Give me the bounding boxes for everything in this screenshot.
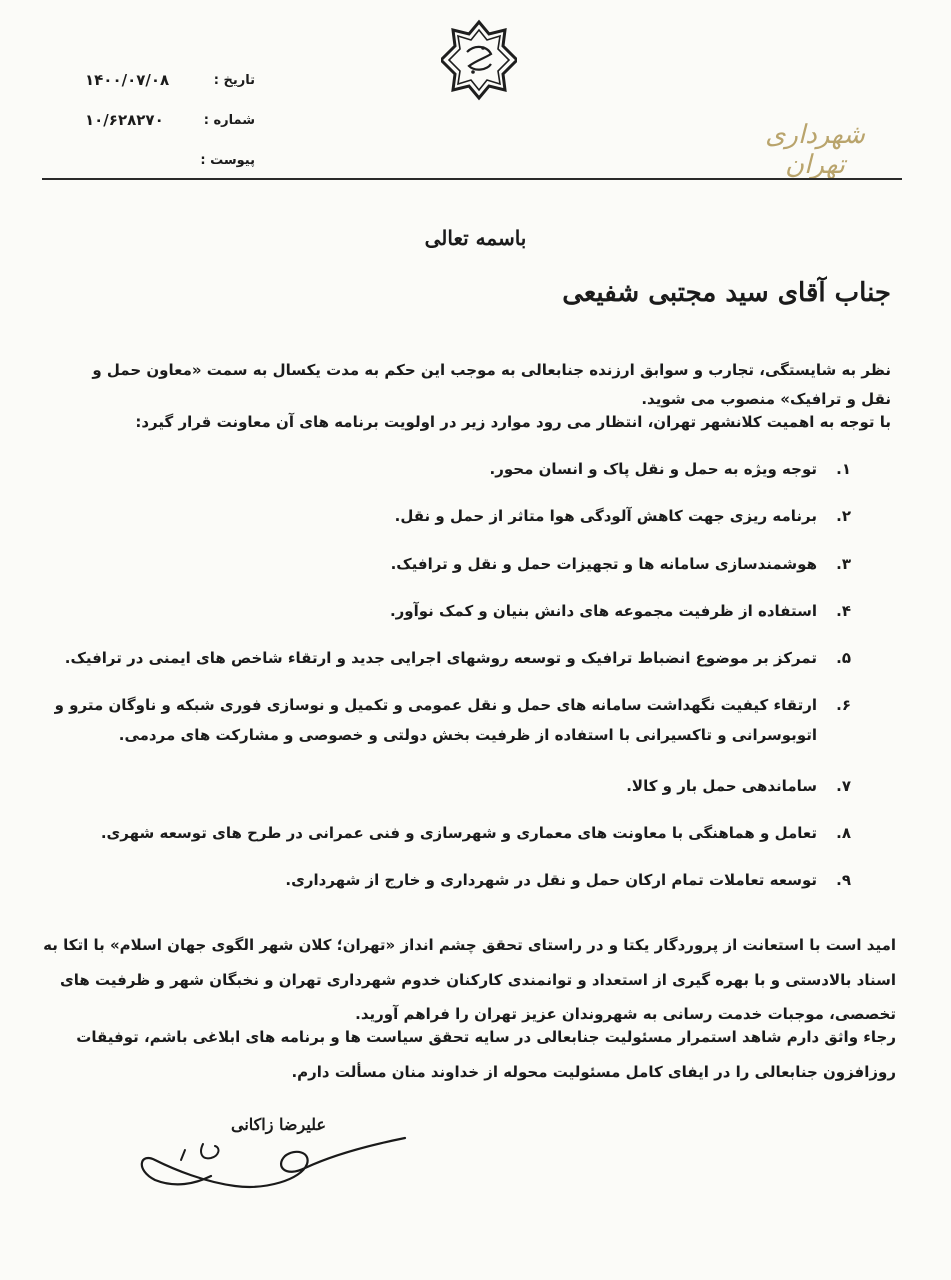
list-item — [31, 819, 851, 848]
item-number: ۳. — [836, 554, 851, 573]
number-row — [85, 100, 255, 140]
item-text: هوشمندسازی سامانه ها و تجهیزات حمل و نقل و ترافیک. — [390, 554, 817, 573]
list-item — [31, 455, 851, 484]
item-text: توسعه تعاملات تمام ارکان حمل و نقل در شهرداری و خارج از شهرداری. — [285, 871, 817, 890]
item-text: برنامه ریزی جهت کاهش آلودگی هوا متاثر از حمل و نقل. — [394, 507, 817, 526]
item-text: ساماندهی حمل بار و کالا. — [626, 776, 817, 795]
item-number: ۴. — [836, 601, 851, 620]
attachment-label: پیوست : — [200, 152, 255, 168]
header-divider — [42, 178, 902, 180]
item-text: ارتقاء کیفیت نگهداشت سامانه های حمل و نقل عمومی و تکمیل و نوسازی فوری شبکه و ناوگان مترو و اتوبوسرانی و تاکسیرانی با استفاده از ظرفیت بخش دولتی و خصوصی و مشارکت های مردمی. — [54, 696, 817, 744]
closing-paragraph-1: امید است با استعانت از پروردگار یکتا و در راستای تحقق چشم انداز «تهران؛ کلان شهر الگوی جهان اسلام» با اتکا به اسناد بالادستی و با بهره گیری از استعداد و توانمندی کارکنان خدوم شهرداری تهران و نخبگان شهر و ظرفیت های تخصصی، موجبات خدمت رسانی به شهروندان عزیز تهران را فراهم آورید. — [43, 936, 896, 1023]
list-item — [31, 597, 851, 626]
item-number: ۷. — [836, 776, 851, 795]
item-number: ۶. — [836, 696, 851, 715]
item-text: توجه ویژه به حمل و نقل پاک و انسان محور. — [489, 460, 817, 478]
invocation: باسمه تعالی — [424, 226, 527, 250]
item-number: ۸. — [836, 824, 851, 842]
item-number: ۹. — [836, 871, 851, 890]
item-text: استفاده از ظرفیت مجموعه های دانش بنیان و کمک نوآور. — [389, 601, 817, 620]
appointment-paragraph: نظر به شایستگی، تجارب و سوابق ارزنده جنابعالی به موجب این حکم به مدت یکسال به سمت «معاون حمل و نقل و ترافیک» منصوب می شوید. — [92, 361, 891, 408]
item-number: ۱. — [836, 460, 851, 478]
list-item — [31, 772, 851, 801]
number-label: شماره : — [203, 112, 255, 128]
letter-metadata — [85, 60, 255, 180]
addressee: جناب آقای سید مجتبی شفیعی — [562, 278, 891, 308]
list-item — [31, 691, 851, 750]
item-number: ۲. — [836, 507, 851, 526]
list-item — [31, 502, 851, 531]
attachment-row — [85, 140, 255, 180]
priorities-intro: با توجه به اهمیت کلانشهر تهران، انتظار می رود موارد زیر در اولویت برنامه های آن معاونت قرار گیرد: — [135, 413, 891, 431]
priorities-list — [31, 455, 851, 914]
handwritten-signature — [115, 1130, 415, 1200]
signer-name: علیرضا زاکانی — [231, 1115, 326, 1134]
item-text: تمرکز بر موضوع انضباط ترافیک و توسعه روشهای اجرایی جدید و ارتقاء شاخص های ایمنی در ترافیک. — [64, 649, 817, 667]
number-value: ۱۰/۶۲۸۲۷۰ — [85, 111, 164, 129]
list-item — [31, 550, 851, 579]
list-item — [31, 866, 851, 895]
date-row — [85, 60, 255, 100]
date-value: ۱۴۰۰/۰۷/۰۸ — [85, 71, 170, 89]
date-label: تاریخ : — [213, 72, 255, 88]
closing-paragraph-2: رجاء واثق دارم شاهد استمرار مسئولیت جنابعالی در سایه تحقق سیاست ها و برنامه های ابلاغی باشم، توفیقات روزافزون جنابعالی را در ایفای کامل مسئولیت محوله از خداوند منان مسألت دارم. — [76, 1028, 896, 1081]
item-number: ۵. — [836, 649, 851, 667]
municipality-name: شهرداری تهران — [765, 120, 865, 180]
list-item — [31, 644, 851, 673]
tehran-municipality-logo — [441, 16, 517, 110]
item-text: تعامل و هماهنگی با معاونت های معماری و شهرسازی و فنی عمرانی در طرح های توسعه شهری. — [100, 824, 817, 842]
